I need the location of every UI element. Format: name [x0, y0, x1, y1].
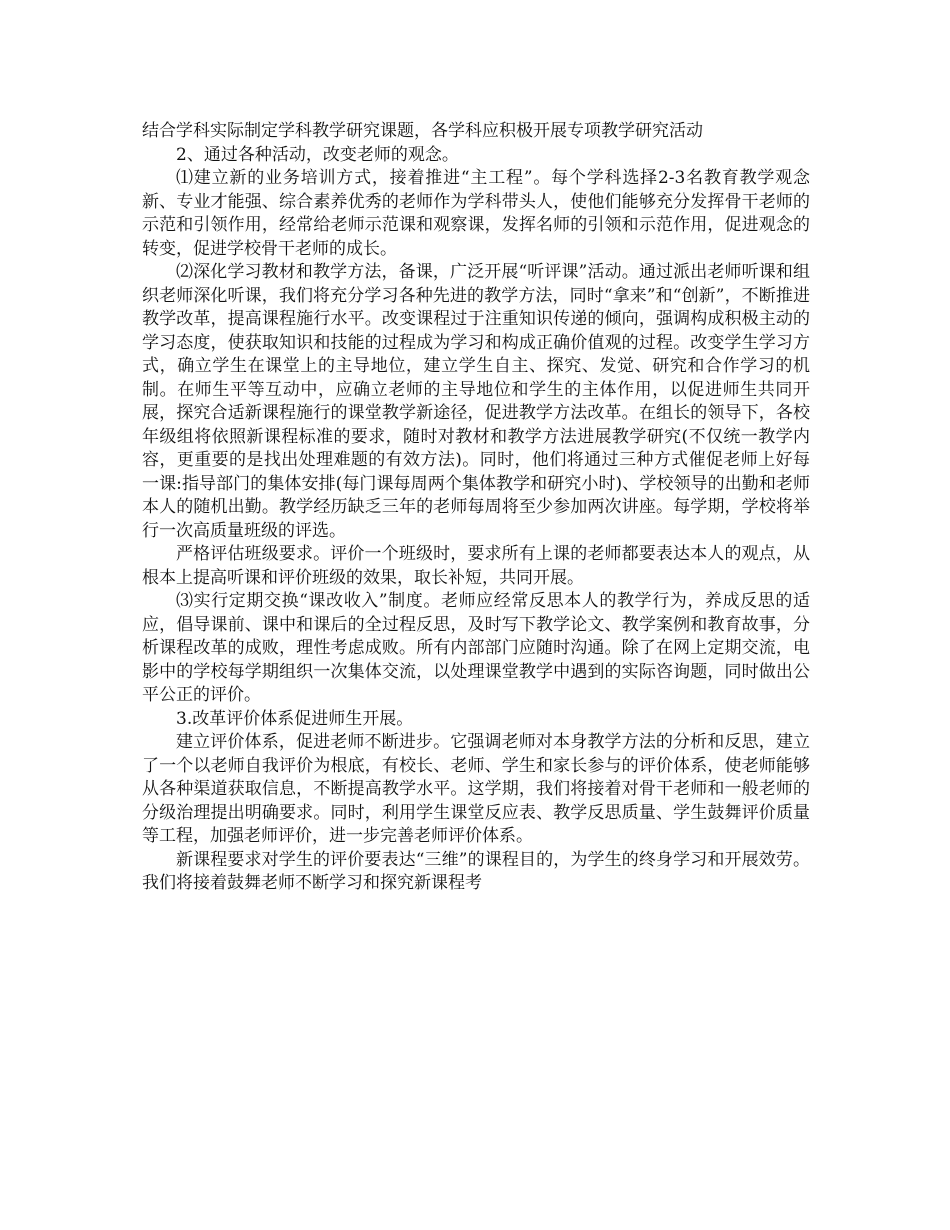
paragraph-7: 3.改革评价体系促进师生开展。	[176, 708, 414, 729]
paragraph-1: 结合学科实际制定学科教学研究课题，各学科应积极开展专项教学研究活动	[142, 121, 703, 141]
paragraph-5: 严格评估班级要求。评价一个班级时，要求所有上课的老师都要表达本人的观点，从根本上提高听课和评价班级的效果，取长补短，共同开展。	[142, 544, 810, 588]
paragraph-9: 新课程要求对学生的评价要表达“三维”的课程目的，为学生的终身学习和开展效劳。我们将接着鼓舞老师不断学习和探究新课程考	[142, 849, 810, 893]
paragraph-6: ⑶实行定期交换“课改收入”制度。老师应经常反思本人的教学行为，养成反思的适应，倡导课前、课中和课后的全过程反思，及时写下教学论文、教学案例和教育故事，分析课程改革的成败，理性考虑成败。所有内部部门应随时沟通。除了在网上定期交流，电影中的学校每学期组织一次集体交流，以处理课堂教学中遇到的实际咨询题，同时做出公平公正的评价。	[142, 591, 810, 705]
paragraph-8: 建立评价体系，促进老师不断进步。它强调老师对本身教学方法的分析和反思，建立了一个以老师自我评价为根底，有校长、老师、学生和家长参与的评价体系，使老师能够从各种渠道获取信息，不断提高教学水平。这学期，我们将接着对骨干老师和一般老师的分级治理提出明确要求。同时，利用学生课堂反应表、教学反思质量、学生鼓舞评价质量等工程，加强老师评价，进一步完善老师评价体系。	[142, 732, 810, 846]
paragraph-3: ⑴建立新的业务培训方式，接着推进“主工程”。每个学科选择2-3名教育教学观念新、专业才能强、综合素养优秀的老师作为学科带头人，使他们能够充分发挥骨干老师的示范和引领作用，经常给老师示范课和观察课，发挥名师的引领和示范作用，促进观念的转变，促进学校骨干老师的成长。	[142, 168, 810, 259]
paragraph-2: 2、通过各种活动，改变老师的观念。	[176, 144, 459, 165]
document-body	[142, 120, 810, 896]
paragraph-4: ⑵深化学习教材和教学方法，备课，广泛开展“听评课”活动。通过派出老师听课和组织老师深化听课，我们将充分学习各种先进的教学方法，同时“拿来”和“创新”，不断推进教学改革，提高课程施行水平。改变课程过于注重知识传递的倾向，强调构成积极主动的学习态度，使获取知识和技能的过程成为学习和构成正确价值观的过程。改变学生学习方式，确立学生在课堂上的主导地位，建立学生自主、探究、发觉、研究和合作学习的机制。在师生平等互动中，应确立老师的主导地位和学生的主体作用，以促进师生共同开展，探究合适新课程施行的课堂教学新途径，促进教学方法改革。在组长的领导下，各校年级组将依照新课程标准的要求，随时对教材和教学方法进展教学研究(不仅统一教学内容，更重要的是找出处理难题的有效方法)。同时，他们将通过三种方式催促老师上好每一课:指导部门的集体安排(每门课每周两个集体教学和研究小时)、学校领导的出勤和老师本人的随机出勤。教学经历缺乏三年的老师每周将至少参加两次讲座。每学期，学校将举行一次高质量班级的评选。	[142, 262, 810, 541]
